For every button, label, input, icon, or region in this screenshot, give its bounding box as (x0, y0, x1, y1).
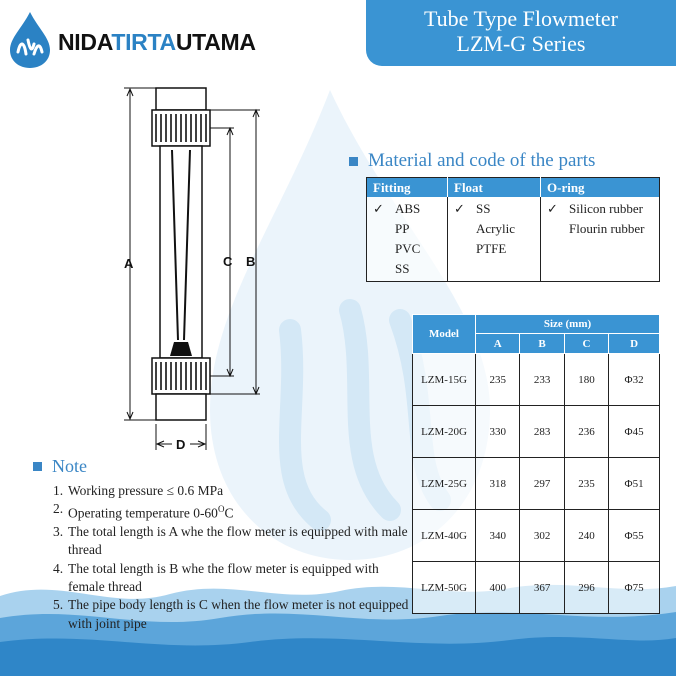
logo-drop-icon (4, 10, 56, 70)
material-item (373, 239, 443, 259)
model-header: Model (413, 315, 476, 354)
table-row (413, 406, 660, 458)
size-d-cell: Φ55 (609, 510, 660, 562)
dimension-b-line (210, 110, 260, 394)
size-header-row-1 (413, 315, 660, 334)
size-a-cell: 318 (476, 458, 520, 510)
material-item (454, 239, 536, 259)
material-name: SS (476, 201, 491, 216)
check-icon (547, 219, 569, 239)
material-fitting-cell (367, 197, 448, 282)
material-item (547, 199, 655, 219)
material-name: Flourin rubber (569, 221, 645, 236)
check-icon (373, 259, 395, 279)
material-oring-cell (541, 197, 660, 282)
material-float-cell (448, 197, 541, 282)
note-heading (33, 456, 87, 477)
bottom-end-cap (156, 394, 206, 420)
note-number: 4. (53, 560, 64, 576)
dimension-a-line (124, 88, 156, 420)
bullet-square-icon (33, 462, 42, 471)
size-d-cell: Φ75 (609, 562, 660, 614)
brand-name-part2: TIRTA (111, 28, 176, 55)
note-number: 5. (53, 597, 64, 613)
notes-list (53, 482, 413, 633)
dimension-b-label: B (246, 254, 256, 269)
size-c-cell: 296 (564, 562, 608, 614)
note-text: The pipe body length is C when the flow meter is not equipped with joint pipe (68, 597, 409, 631)
material-name: PTFE (476, 241, 507, 256)
material-heading (349, 150, 595, 172)
top-end-cap (156, 88, 206, 110)
size-c-cell: 240 (564, 510, 608, 562)
material-item (454, 199, 536, 219)
table-row (413, 458, 660, 510)
size-d-cell: Φ51 (609, 458, 660, 510)
brand-name (58, 29, 256, 56)
size-col-b: B (520, 334, 564, 354)
table-row (413, 354, 660, 406)
note-text: The total length is A whe the flow meter is equipped with male thread (68, 524, 408, 558)
material-name: PVC (395, 241, 421, 256)
title-line2: LZM-G Series (456, 31, 586, 56)
size-c-cell: 236 (564, 406, 608, 458)
brand-logo (4, 10, 256, 70)
check-icon (454, 219, 476, 239)
check-icon (373, 219, 395, 239)
size-b-cell: 233 (520, 354, 564, 406)
note-number: 3. (53, 524, 64, 540)
material-name: PP (395, 221, 410, 236)
dimension-c-line (210, 128, 234, 376)
note-heading-text: Note (52, 456, 87, 476)
material-name: Silicon rubber (569, 201, 644, 216)
material-header-fitting: Fitting (367, 178, 448, 198)
dimension-c-label: C (223, 254, 233, 269)
material-name: ABS (395, 201, 421, 216)
size-header: Size (mm) (476, 315, 660, 334)
brand-name-part3: UTAMA (175, 28, 256, 55)
model-cell: LZM-20G (413, 406, 476, 458)
note-text-sup: O (217, 504, 225, 515)
tube-body (160, 146, 202, 358)
brand-name-part1: NIDA (58, 28, 112, 55)
check-icon: ✓ (454, 201, 465, 216)
flowmeter-diagram (110, 80, 270, 460)
list-item (53, 596, 413, 633)
list-item (53, 560, 413, 597)
material-item (547, 219, 655, 239)
list-item (53, 500, 413, 523)
size-d-cell: Φ45 (609, 406, 660, 458)
material-item (373, 259, 443, 279)
note-text: The total length is B whe the flow meter is equipped with female thread (68, 560, 379, 594)
material-header-float: Float (448, 178, 541, 198)
note-number: 2. (53, 501, 64, 517)
note-text-before: Operating temperature 0-60 (68, 505, 218, 521)
size-col-d: D (609, 334, 660, 354)
note-text-after: C (224, 505, 234, 521)
size-b-cell: 297 (520, 458, 564, 510)
material-table (366, 177, 660, 282)
size-a-cell: 330 (476, 406, 520, 458)
model-cell: LZM-25G (413, 458, 476, 510)
size-col-c: C (564, 334, 608, 354)
size-a-cell: 235 (476, 354, 520, 406)
material-name: SS (395, 261, 410, 276)
check-icon (373, 239, 395, 259)
note-text (68, 500, 413, 523)
title-badge (366, 0, 676, 66)
model-cell: LZM-40G (413, 510, 476, 562)
size-table (412, 314, 660, 614)
bullet-square-icon (349, 157, 358, 166)
size-b-cell: 283 (520, 406, 564, 458)
size-d-cell: Φ32 (609, 354, 660, 406)
list-item (53, 523, 413, 560)
model-cell: LZM-15G (413, 354, 476, 406)
size-c-cell: 235 (564, 458, 608, 510)
material-item (373, 199, 443, 219)
model-cell: LZM-50G (413, 562, 476, 614)
material-body-row (367, 197, 660, 282)
size-col-a: A (476, 334, 520, 354)
size-a-cell: 340 (476, 510, 520, 562)
note-number: 1. (53, 483, 64, 498)
dimension-d-label: D (176, 437, 186, 452)
list-item (53, 482, 413, 500)
material-heading-text: Material and code of the parts (368, 150, 596, 171)
check-icon: ✓ (373, 201, 384, 216)
material-header-oring: O-ring (541, 178, 660, 198)
note-text: Working pressure ≤ 0.6 MPa (68, 483, 224, 498)
dimension-a-label: A (124, 256, 134, 271)
size-c-cell: 180 (564, 354, 608, 406)
table-row (413, 562, 660, 614)
table-row (413, 510, 660, 562)
size-a-cell: 400 (476, 562, 520, 614)
size-b-cell: 367 (520, 562, 564, 614)
material-header-row (367, 178, 660, 198)
material-item (454, 219, 536, 239)
title-line1: Tube Type Flowmeter (423, 6, 618, 31)
check-icon (454, 239, 476, 259)
material-item (373, 219, 443, 239)
material-name: Acrylic (476, 221, 515, 236)
check-icon: ✓ (547, 201, 558, 216)
size-b-cell: 302 (520, 510, 564, 562)
